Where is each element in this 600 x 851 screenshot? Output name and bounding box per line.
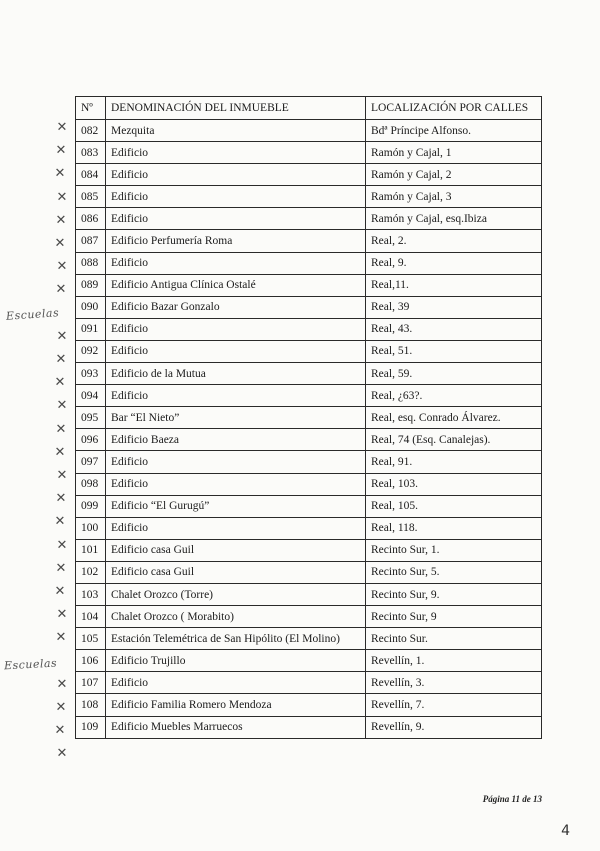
row-property-name: Edificio Muebles Marruecos [106,716,366,738]
check-mark-icon: ✕ [54,444,66,460]
row-number: 082 [76,120,106,142]
handwritten-note-row-090: Escuelas [5,306,60,323]
row-street-location: Ramón y Cajal, 2 [366,164,542,186]
row-number: 088 [76,252,106,274]
check-mark-icon: ✕ [56,189,68,205]
check-mark-icon: ✕ [56,537,68,553]
check-mark-icon: ✕ [56,120,68,135]
row-property-name: Bar “El Nieto” [106,407,366,429]
row-street-location: Revellín, 3. [366,672,542,694]
check-mark-icon: ✕ [56,676,68,692]
row-property-name: Edificio Trujillo [106,650,366,672]
row-street-location: Ramón y Cajal, esq.Ibiza [366,208,542,230]
table-row [76,252,542,274]
row-street-location: Real, 103. [366,473,542,495]
table-row [76,451,542,473]
table-row [76,716,542,738]
row-number: 108 [76,694,106,716]
row-number: 103 [76,583,106,605]
row-property-name: Edificio Perfumería Roma [106,230,366,252]
row-property-name: Edificio [106,451,366,473]
table-row [76,473,542,495]
row-property-name: Chalet Orozco (Torre) [106,583,366,605]
row-street-location: Revellín, 7. [366,694,542,716]
table-row [76,164,542,186]
row-property-name: Edificio de la Mutua [106,363,366,385]
row-number: 092 [76,340,106,362]
row-street-location: Ramón y Cajal, 1 [366,142,542,164]
row-number: 084 [76,164,106,186]
row-number: 089 [76,274,106,296]
check-mark-icon: ✕ [54,166,66,182]
row-property-name: Estación Telemétrica de San Hipólito (El Molino) [106,628,366,650]
row-property-name: Edificio [106,318,366,340]
row-street-location: Real, esq. Conrado Álvarez. [366,407,542,429]
row-street-location: Real, 43. [366,318,542,340]
row-street-location: Recinto Sur, 5. [366,561,542,583]
table-row [76,517,542,539]
table-row [76,186,542,208]
table-row [76,318,542,340]
row-street-location: Real, 59. [366,363,542,385]
row-number: 104 [76,606,106,628]
row-property-name: Edificio [106,385,366,407]
row-property-name: Edificio Familia Romero Mendoza [106,694,366,716]
row-number: 106 [76,650,106,672]
table-row [76,561,542,583]
row-number: 109 [76,716,106,738]
row-street-location: Real, 39 [366,296,542,318]
check-mark-icon: ✕ [55,143,67,159]
check-mark-icon: ✕ [54,584,66,599]
table-row [76,694,542,716]
row-property-name: Edificio [106,473,366,495]
check-mark-icon: ✕ [54,723,66,739]
table-row [76,583,542,605]
check-mark-icon: ✕ [54,236,66,251]
table-row [76,385,542,407]
check-mark-icon: ✕ [56,607,68,623]
row-street-location: Revellín, 9. [366,716,542,738]
row-property-name: Mezquita [106,120,366,142]
row-property-name: Edificio [106,186,366,208]
row-number: 090 [76,296,106,318]
check-mark-icon: ✕ [54,514,66,530]
header-number: Nº [76,97,106,120]
check-mark-icon: ✕ [54,375,66,391]
check-mark-icon: ✕ [56,398,68,414]
check-mark-icon: ✕ [56,746,68,762]
row-street-location: Bdª Príncipe Alfonso. [366,120,542,142]
header-property-name: DENOMINACIÓN DEL INMUEBLE [106,97,366,120]
table-row [76,363,542,385]
row-property-name: Chalet Orozco ( Morabito) [106,606,366,628]
row-street-location: Real, 91. [366,451,542,473]
inventory-table [75,96,542,739]
row-property-name: Edificio “El Gurugú” [106,495,366,517]
row-property-name: Edificio [106,252,366,274]
check-mark-icon: ✕ [56,259,68,275]
row-street-location: Recinto Sur, 9. [366,583,542,605]
inventory-table-body [76,120,542,739]
row-property-name: Edificio [106,340,366,362]
row-street-location: Real, 9. [366,252,542,274]
check-mark-icon: ✕ [55,560,67,576]
row-number: 098 [76,473,106,495]
check-mark-icon: ✕ [55,421,67,437]
row-street-location: Recinto Sur, 9 [366,606,542,628]
row-number: 091 [76,318,106,340]
row-number: 087 [76,230,106,252]
row-property-name: Edificio Antigua Clínica Ostalé [106,274,366,296]
row-property-name: Edificio [106,142,366,164]
row-number: 107 [76,672,106,694]
table-row [76,230,542,252]
check-mark-icon: ✕ [55,212,67,228]
row-property-name: Edificio Baeza [106,429,366,451]
table-row [76,672,542,694]
table-row [76,296,542,318]
row-street-location: Real,11. [366,274,542,296]
table-row [76,120,542,142]
row-number: 093 [76,363,106,385]
row-street-location: Revellín, 1. [366,650,542,672]
row-number: 102 [76,561,106,583]
table-row [76,142,542,164]
row-number: 085 [76,186,106,208]
row-street-location: Real, 2. [366,230,542,252]
table-row [76,628,542,650]
row-number: 099 [76,495,106,517]
table-row [76,539,542,561]
row-number: 095 [76,407,106,429]
row-number: 096 [76,429,106,451]
check-mark-icon: ✕ [55,491,67,507]
row-property-name: Edificio casa Guil [106,539,366,561]
row-property-name: Edificio casa Guil [106,561,366,583]
check-mark-icon: ✕ [55,700,67,715]
check-mark-icon: ✕ [56,328,68,344]
row-street-location: Real, 51. [366,340,542,362]
check-mark-icon: ✕ [55,282,67,298]
table-row [76,340,542,362]
row-number: 094 [76,385,106,407]
row-number: 101 [76,539,106,561]
row-street-location: Real, ¿63?. [366,385,542,407]
row-street-location: Recinto Sur. [366,628,542,650]
row-property-name: Edificio Bazar Gonzalo [106,296,366,318]
row-street-location: Real, 118. [366,517,542,539]
table-row [76,495,542,517]
check-mark-icon: ✕ [56,468,68,483]
row-number: 097 [76,451,106,473]
header-street-location: LOCALIZACIÓN POR CALLES [366,97,542,120]
table-row [76,407,542,429]
row-number: 100 [76,517,106,539]
table-row [76,650,542,672]
row-property-name: Edificio [106,672,366,694]
table-row [76,606,542,628]
table-row [76,208,542,230]
row-street-location: Real, 105. [366,495,542,517]
table-row [76,274,542,296]
check-mark-icon: ✕ [55,352,67,367]
table-header-row [76,97,542,120]
row-number: 086 [76,208,106,230]
row-street-location: Ramón y Cajal, 3 [366,186,542,208]
row-number: 105 [76,628,106,650]
row-street-location: Recinto Sur, 1. [366,539,542,561]
table-row [76,429,542,451]
row-property-name: Edificio [106,517,366,539]
row-property-name: Edificio [106,164,366,186]
handwritten-note-row-105: Escuelas [3,656,58,673]
handwritten-page-number: 4 [561,823,570,839]
row-street-location: Real, 74 (Esq. Canalejas). [366,429,542,451]
row-property-name: Edificio [106,208,366,230]
row-number: 083 [76,142,106,164]
page-number-label: Página 11 de 13 [482,794,542,804]
check-mark-icon: ✕ [55,630,67,646]
